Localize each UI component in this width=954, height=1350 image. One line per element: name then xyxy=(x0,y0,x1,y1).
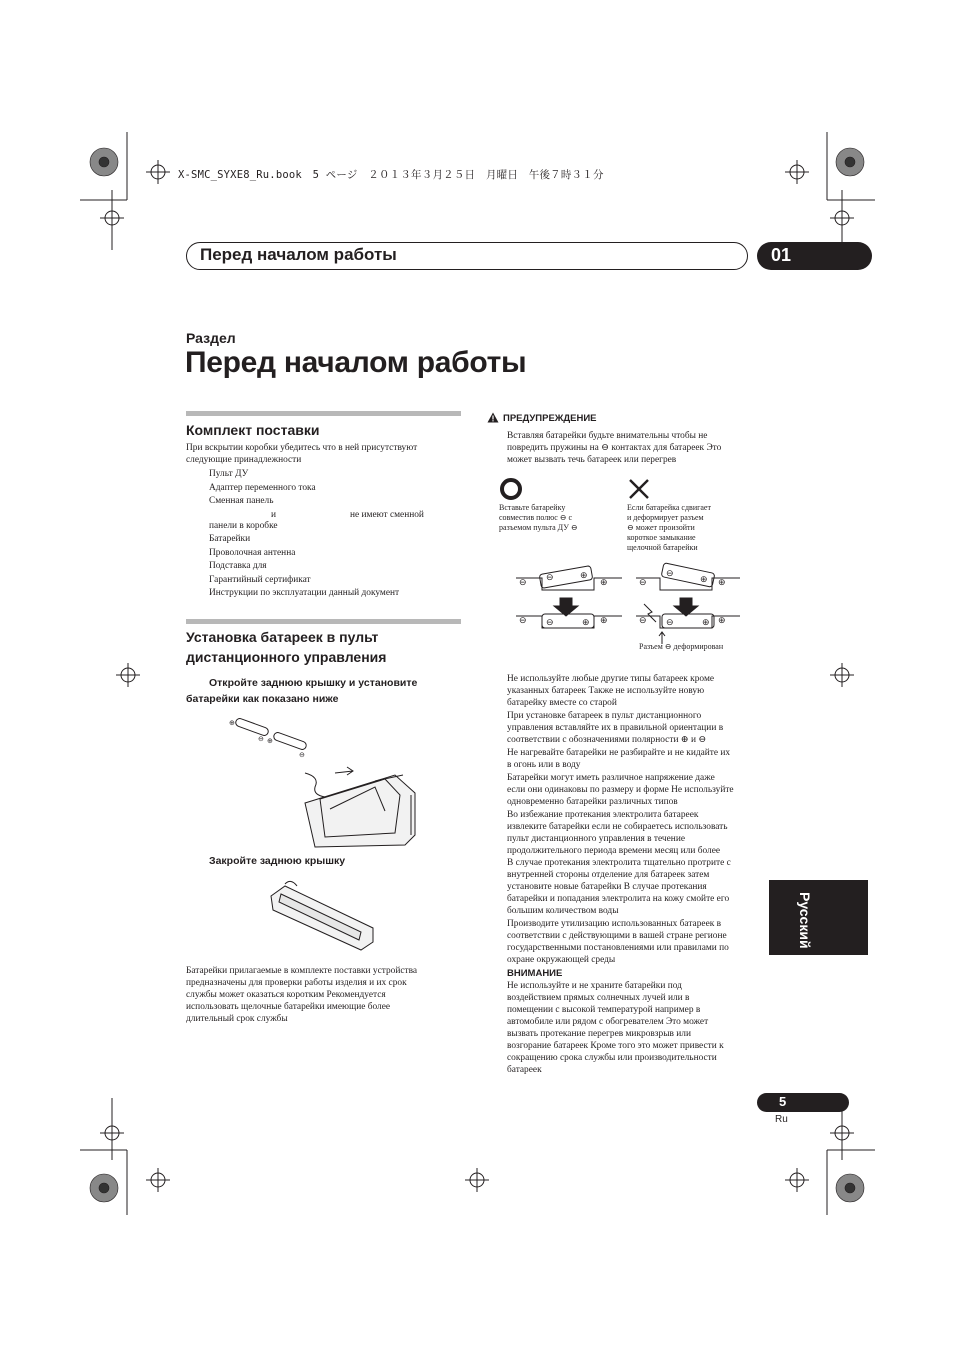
svg-text:⊕: ⊕ xyxy=(267,738,273,745)
incorrect-cross-icon xyxy=(626,476,652,502)
svg-text:⊖: ⊖ xyxy=(666,617,674,627)
svg-text:⊖: ⊖ xyxy=(299,752,305,759)
svg-text:⊕: ⊕ xyxy=(582,617,590,627)
section-label: Раздел xyxy=(186,330,236,346)
language-label: Русский xyxy=(797,892,813,949)
warning-label: ПРЕДУПРЕЖДЕНИЕ xyxy=(503,413,597,424)
list-item: и не имеют сменной xyxy=(271,509,424,520)
list-item: панели в коробке xyxy=(209,520,278,531)
list-item: Пульт ДУ xyxy=(209,469,249,479)
warning-text: Вставляя батарейки будьте внимательны чтобы не повредить пружины на ⊖ контактах для батареек Это может вызвать течь батареек или перегрев xyxy=(507,431,722,465)
svg-text:⊖: ⊖ xyxy=(546,617,554,627)
svg-text:⊖: ⊖ xyxy=(519,615,527,625)
svg-text:⊕: ⊕ xyxy=(600,577,608,587)
list-item: Проволочная антенна xyxy=(209,547,296,558)
remote-open-illustration xyxy=(225,715,425,855)
battery-note: Батарейки прилагаемые в комплекте поставки устройства предназначены для проверки работы изделия и их срок службы может оказаться коротким Рекомендуется использовать щелочные батарейки имеющие более длительный срок службы xyxy=(186,966,418,1024)
header-title: Перед началом работы xyxy=(200,245,397,264)
paragraph: Производите утилизацию использованных батареек в соответствии с действующими в вашей стране регионе государственными постановлениями или правилами по охране окружающей среды xyxy=(507,919,729,965)
svg-text:⊕: ⊕ xyxy=(718,577,726,587)
list-item: Адаптер переменного тока xyxy=(209,482,316,493)
svg-text:⊖: ⊖ xyxy=(519,577,527,587)
svg-text:⊕: ⊕ xyxy=(229,720,235,727)
svg-text:⊕: ⊕ xyxy=(600,615,608,625)
section-rule xyxy=(186,411,461,416)
list-item: Гарантийный сертификат xyxy=(209,574,311,585)
svg-text:⊕: ⊕ xyxy=(702,617,710,627)
svg-text:⊖: ⊖ xyxy=(639,577,647,587)
list-item: Батарейки xyxy=(209,534,251,544)
paragraph: При установке батареек в пульт дистанционного управления вставляйте их в правильной ориентации в соответствии с обозначениями полярности ⊕ и ⊖ xyxy=(507,711,724,745)
page-language: Ru xyxy=(775,1114,788,1125)
list-item: Инструкции по эксплуатации данный документ xyxy=(209,588,400,598)
svg-text:⊕: ⊕ xyxy=(700,574,708,584)
paragraph: Не используйте любые другие типы батареек кроме указанных батареек Также не используйте новую батарейку вместе со старой xyxy=(507,674,715,708)
battery-insertion-diagram xyxy=(512,560,752,655)
chapter-number: 01 xyxy=(771,245,792,265)
section-rule xyxy=(186,619,461,624)
caution-text: Не используйте и не храните батарейки под воздействием прямых солнечных лучей или в помещении с высокой температурой например в автомобиле или рядом с обогревателем Это может вызвать протекание перегрев микровзрыв или возгорание батареек Кроме того это может привести к сокращению срока службы или производительности батареек xyxy=(507,981,724,1075)
remote-closed-illustration xyxy=(265,880,385,955)
print-info: X-SMC_SYXE8_Ru.book 5 ページ ２０１３年３月２５日 月曜日 午後７時３１分 xyxy=(178,169,604,181)
page-title: Перед началом работы xyxy=(185,346,527,379)
list-item: Подставка для xyxy=(209,561,267,571)
kit-heading: Комплект поставки xyxy=(186,422,320,438)
paragraph: Во избежание протекания электролита батареек извлеките батарейки если не собираетесь использовать пульт дистанционного управления в течение продолжительного периода времени месяц или более В случае протекания электролита тщательно протрите с внутренней стороны отделение для батареек затем установите новые батарейки В случае протекания батарейки и попадания электролита на кожу смойте его большим количеством воды xyxy=(507,810,731,916)
svg-text:⊖: ⊖ xyxy=(258,736,264,743)
ok-caption: Вставьте батарейку совместив полюс ⊖ с разъемом пульта ДУ ⊖ xyxy=(499,503,578,532)
step-2: Закройте заднюю крышку xyxy=(209,855,346,867)
svg-text:⊕: ⊕ xyxy=(580,570,588,580)
warning-paragraphs xyxy=(507,673,769,1076)
chapter-badge xyxy=(757,242,872,270)
ng-caption: Если батарейка сдвигает и деформирует разъем ⊖ может произойти короткое замыкание щелочной батарейки xyxy=(627,503,711,552)
svg-text:⊖: ⊖ xyxy=(639,615,647,625)
deformed-caption: Разъем ⊖ деформирован xyxy=(639,642,724,651)
kit-intro: При вскрытии коробки убедитесь что в ней присутствуют следующие принадлежности xyxy=(186,443,418,465)
page-number: 5 xyxy=(779,1094,787,1109)
language-tab xyxy=(769,880,868,955)
correct-circle-icon xyxy=(498,476,524,502)
svg-text:⊖: ⊖ xyxy=(546,572,554,582)
caution-label: ВНИМАНИЕ xyxy=(507,968,563,979)
warning-triangle-icon xyxy=(487,412,499,423)
step-1: Откройте заднюю крышку и установите батарейки как показано ниже xyxy=(186,677,418,705)
kit-list xyxy=(209,468,469,601)
svg-text:⊕: ⊕ xyxy=(718,615,726,625)
paragraph: Не нагревайте батарейки не разбирайте и не кидайте их в огонь или в воду xyxy=(507,748,731,770)
list-item: Сменная панель xyxy=(209,496,274,506)
svg-text:⊖: ⊖ xyxy=(666,568,674,578)
batteries-heading: Установка батареек в пульт дистанционного управления xyxy=(186,629,387,665)
paragraph: Батарейки могут иметь различное напряжение даже если они одинаковы по размеру и форме Не используйте одновременно батарейки различных типов xyxy=(507,773,734,807)
page-number-pill xyxy=(757,1093,849,1112)
